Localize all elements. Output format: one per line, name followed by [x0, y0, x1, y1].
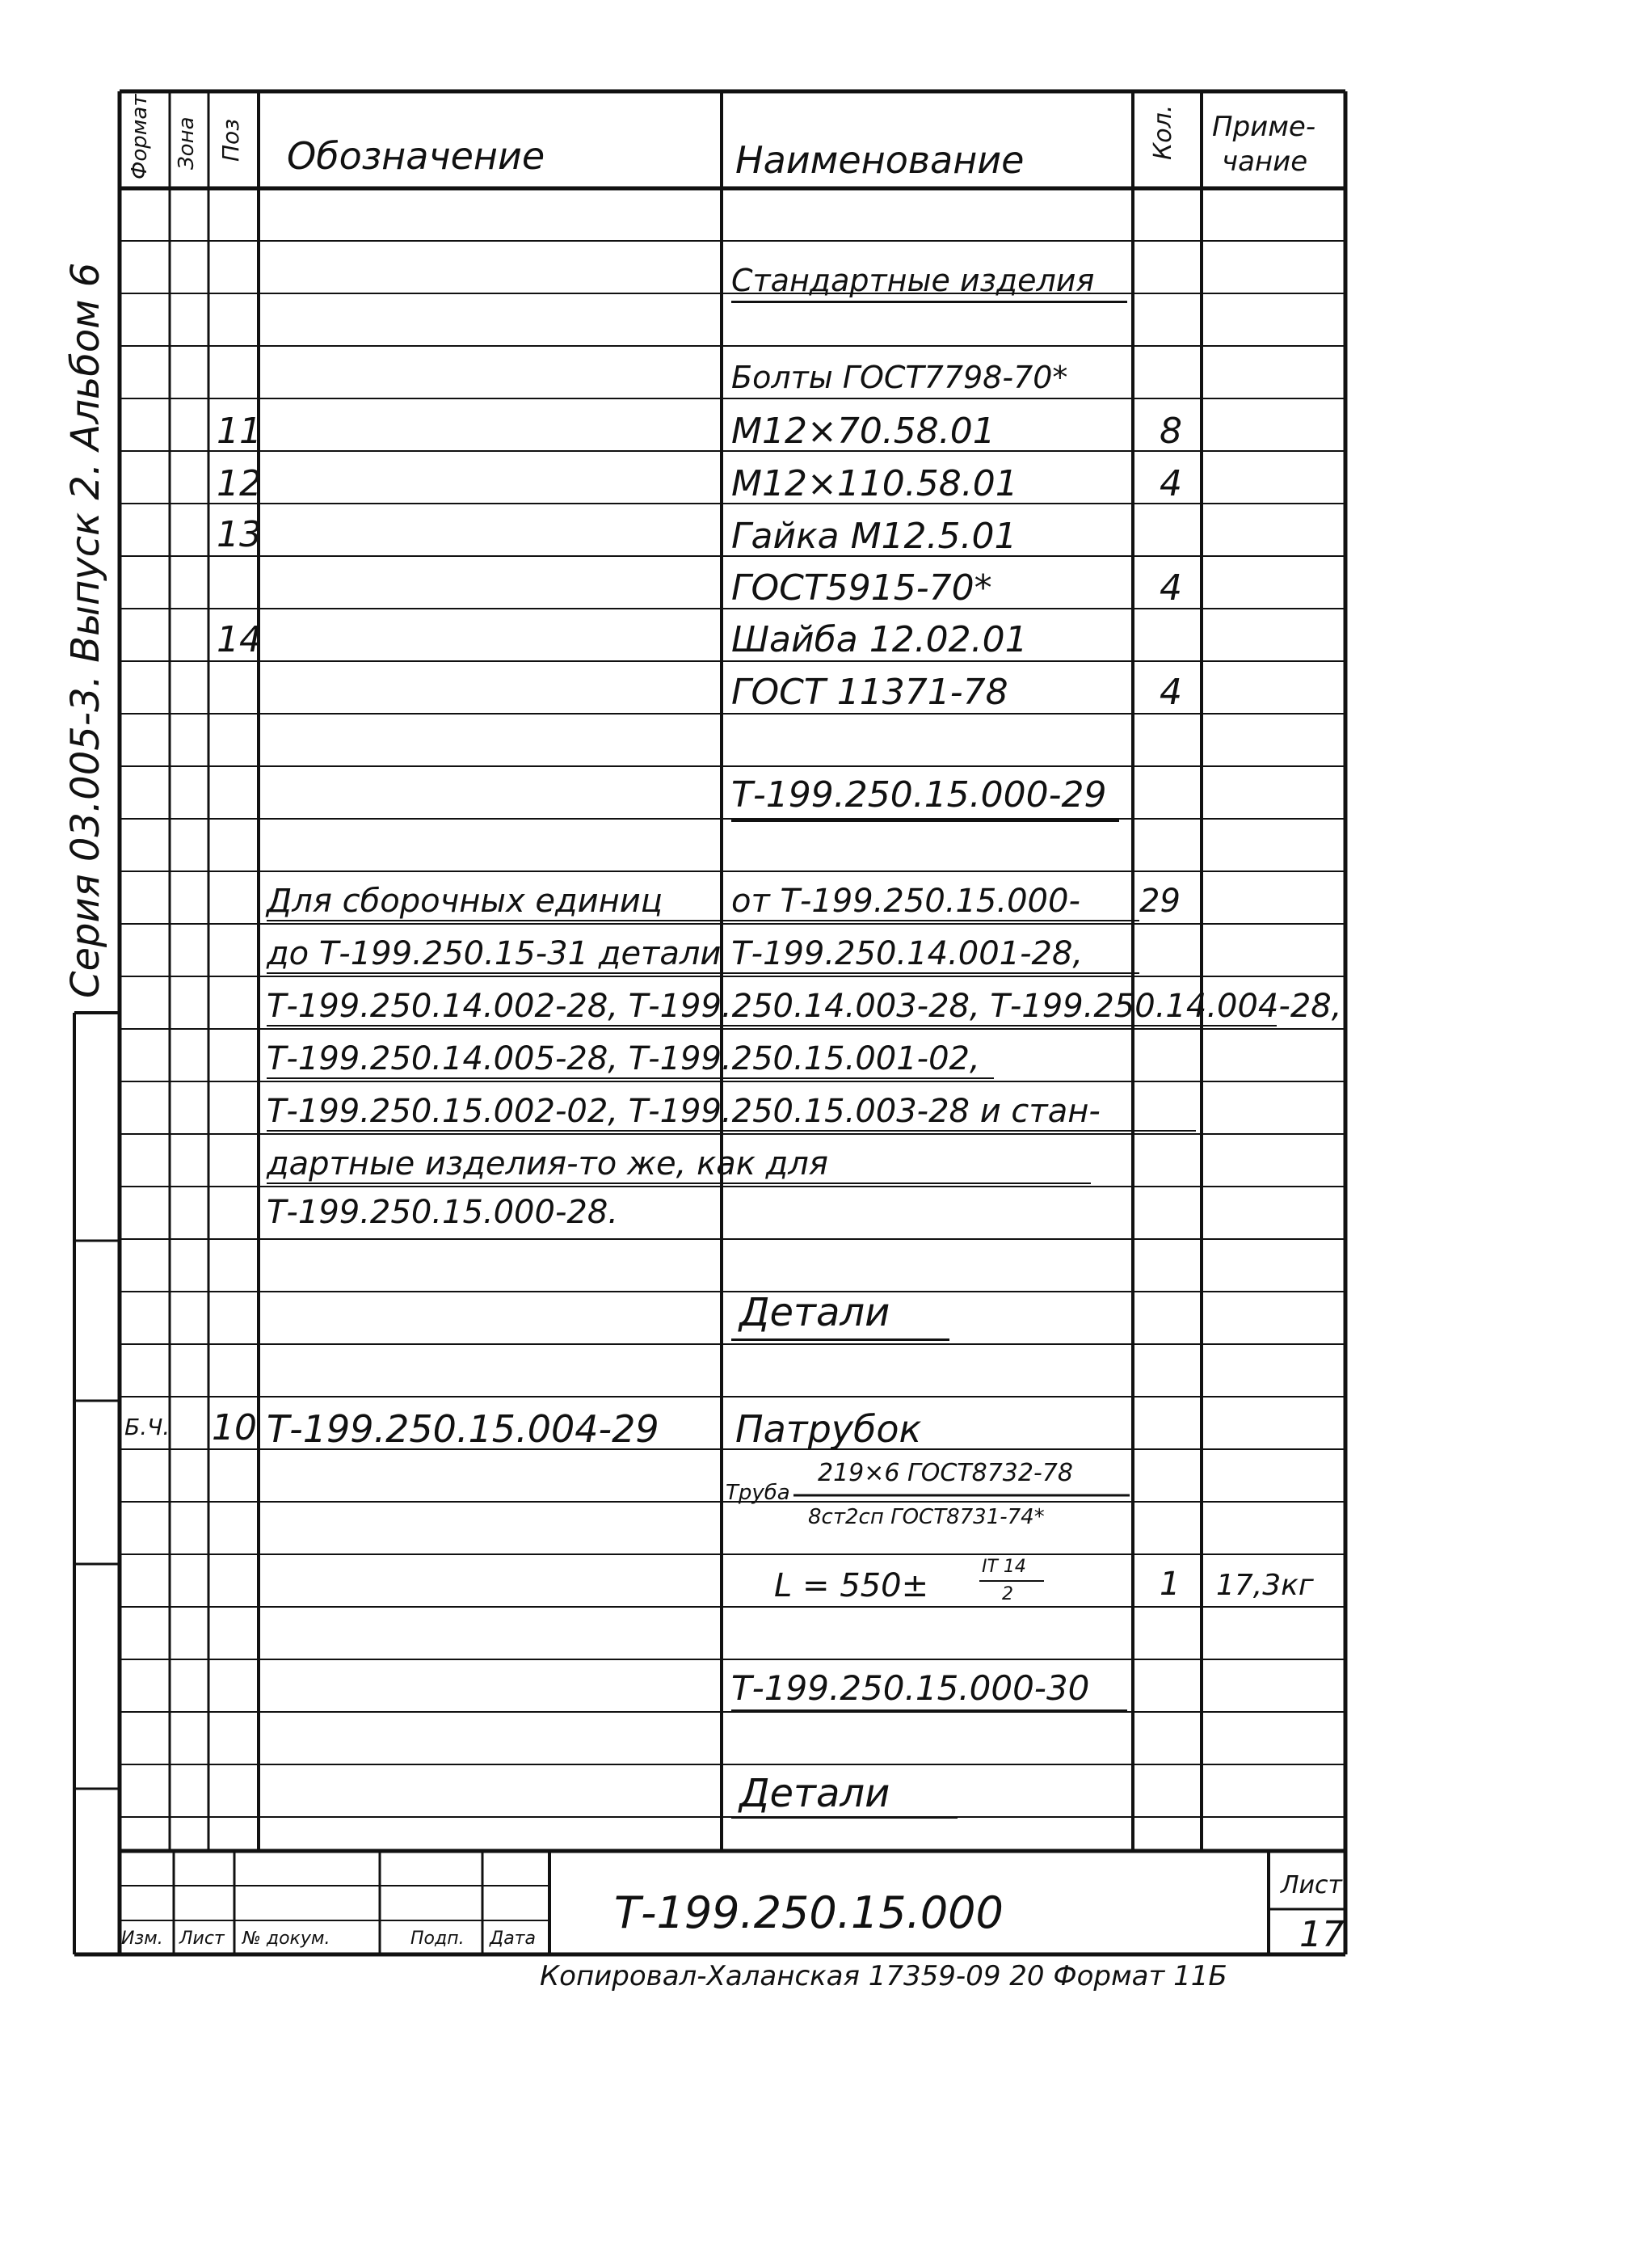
length-value: L = 550± [774, 1567, 929, 1604]
note-line-1c: 29 [1139, 883, 1181, 920]
note-line-7: Т-199.250.15.000-28. [267, 1194, 618, 1231]
header-note-1: Приме- [1212, 111, 1316, 143]
name-10: Патрубок [735, 1407, 922, 1451]
section-details-2: Детали [739, 1771, 890, 1816]
name-14b: ГОСТ 11371-78 [731, 672, 1008, 713]
qty-12: 4 [1160, 463, 1182, 504]
header-pos: Поз [217, 118, 244, 162]
header-designation: Обозначение [287, 134, 545, 178]
note-underline-3 [267, 1025, 1277, 1027]
section-details-1-underline [731, 1338, 949, 1341]
section-standard-items: Стандартные изделия [731, 263, 1095, 298]
subassembly-29-underline [731, 820, 1119, 822]
section-details-1: Детали [739, 1290, 890, 1335]
pipe-prefix: Труба [726, 1481, 790, 1505]
subassembly-30-underline [731, 1709, 1127, 1712]
name-13: Гайка М12.5.01 [731, 516, 1017, 557]
subassembly-29: Т-199.250.15.000-29 [731, 774, 1107, 816]
note-line-5: Т-199.250.15.002-02, Т-199.250.15.003-28 и стан- [267, 1093, 1101, 1130]
note-underline-1 [267, 920, 1139, 921]
name-14: Шайба 12.02.01 [731, 619, 1028, 660]
pos-10: 10 [212, 1407, 257, 1448]
name-13b: ГОСТ5915-70* [731, 567, 992, 609]
stamp-sheet-number: 17 [1299, 1914, 1345, 1955]
pos-14: 14 [217, 619, 262, 660]
qty-13b: 4 [1160, 567, 1182, 609]
qty-14b: 4 [1160, 672, 1182, 713]
note-line-6: дартные изделия-то же, как для [267, 1145, 828, 1182]
note-underline-5 [267, 1130, 1196, 1132]
header-note-2: чание [1222, 145, 1308, 178]
note-line-1a: Для сборочных единиц [267, 883, 663, 920]
stamp-doc: № докум. [242, 1929, 330, 1949]
section-details-2-underline [731, 1816, 958, 1819]
note-line-2: до Т-199.250.15-31 детали Т-199.250.14.001-28, [267, 935, 1084, 972]
stamp-designation: Т-199.250.15.000 [614, 1887, 1004, 1938]
stamp-date: Дата [490, 1929, 536, 1949]
tolerance-numerator: IT 14 [982, 1557, 1026, 1577]
note-line-1b: от Т-199.250.15.000- [731, 883, 1080, 920]
header-zone: Зона [175, 116, 199, 170]
note-line-3: Т-199.250.14.002-28, Т-199.250.14.003-28, Т-199.250.14.004-28, [267, 988, 1342, 1025]
bolts-header: Болты ГОСТ7798-70* [731, 360, 1068, 395]
name-11: М12×70.58.01 [731, 411, 996, 452]
tolerance-denominator: 2 [1002, 1584, 1013, 1604]
subassembly-30: Т-199.250.15.000-30 [731, 1668, 1090, 1708]
pos-12: 12 [217, 463, 262, 504]
header-name: Наименование [735, 138, 1025, 182]
qty-11: 8 [1160, 411, 1182, 452]
length-note: 17,3кг [1216, 1569, 1314, 1602]
series-side-note: Серия 03.005-3. Выпуск 2. Альбом 6 [63, 262, 108, 998]
name-12: М12×110.58.01 [731, 463, 1018, 504]
note-underline-2 [267, 972, 1139, 974]
header-format: Формат [128, 94, 152, 179]
section-standard-underline [731, 301, 1127, 303]
pos-11: 11 [217, 411, 262, 452]
note-underline-4 [267, 1077, 994, 1079]
note-underline-6 [267, 1182, 1091, 1184]
stamp-sign: Подп. [410, 1929, 465, 1949]
footer-note: Копировал-Халанская 17359-09 20 Формат 11Б [540, 1960, 1227, 1992]
pipe-numerator: 219×6 ГОСТ8732-78 [818, 1459, 1073, 1487]
pipe-denominator: 8ст2сп ГОСТ8731-74* [808, 1505, 1045, 1529]
pos-13: 13 [217, 514, 262, 555]
designation-10: Т-199.250.15.004-29 [267, 1407, 659, 1451]
stamp-izm: Изм. [121, 1929, 163, 1949]
header-qty: Кол. [1149, 104, 1177, 160]
length-qty: 1 [1160, 1566, 1181, 1603]
note-line-4: Т-199.250.14.005-28, Т-199.250.15.001-02, [267, 1040, 980, 1077]
format-10: Б.Ч. [124, 1414, 170, 1440]
stamp-sheet-label: Лист [1281, 1871, 1343, 1899]
stamp-list: Лист [179, 1929, 225, 1949]
